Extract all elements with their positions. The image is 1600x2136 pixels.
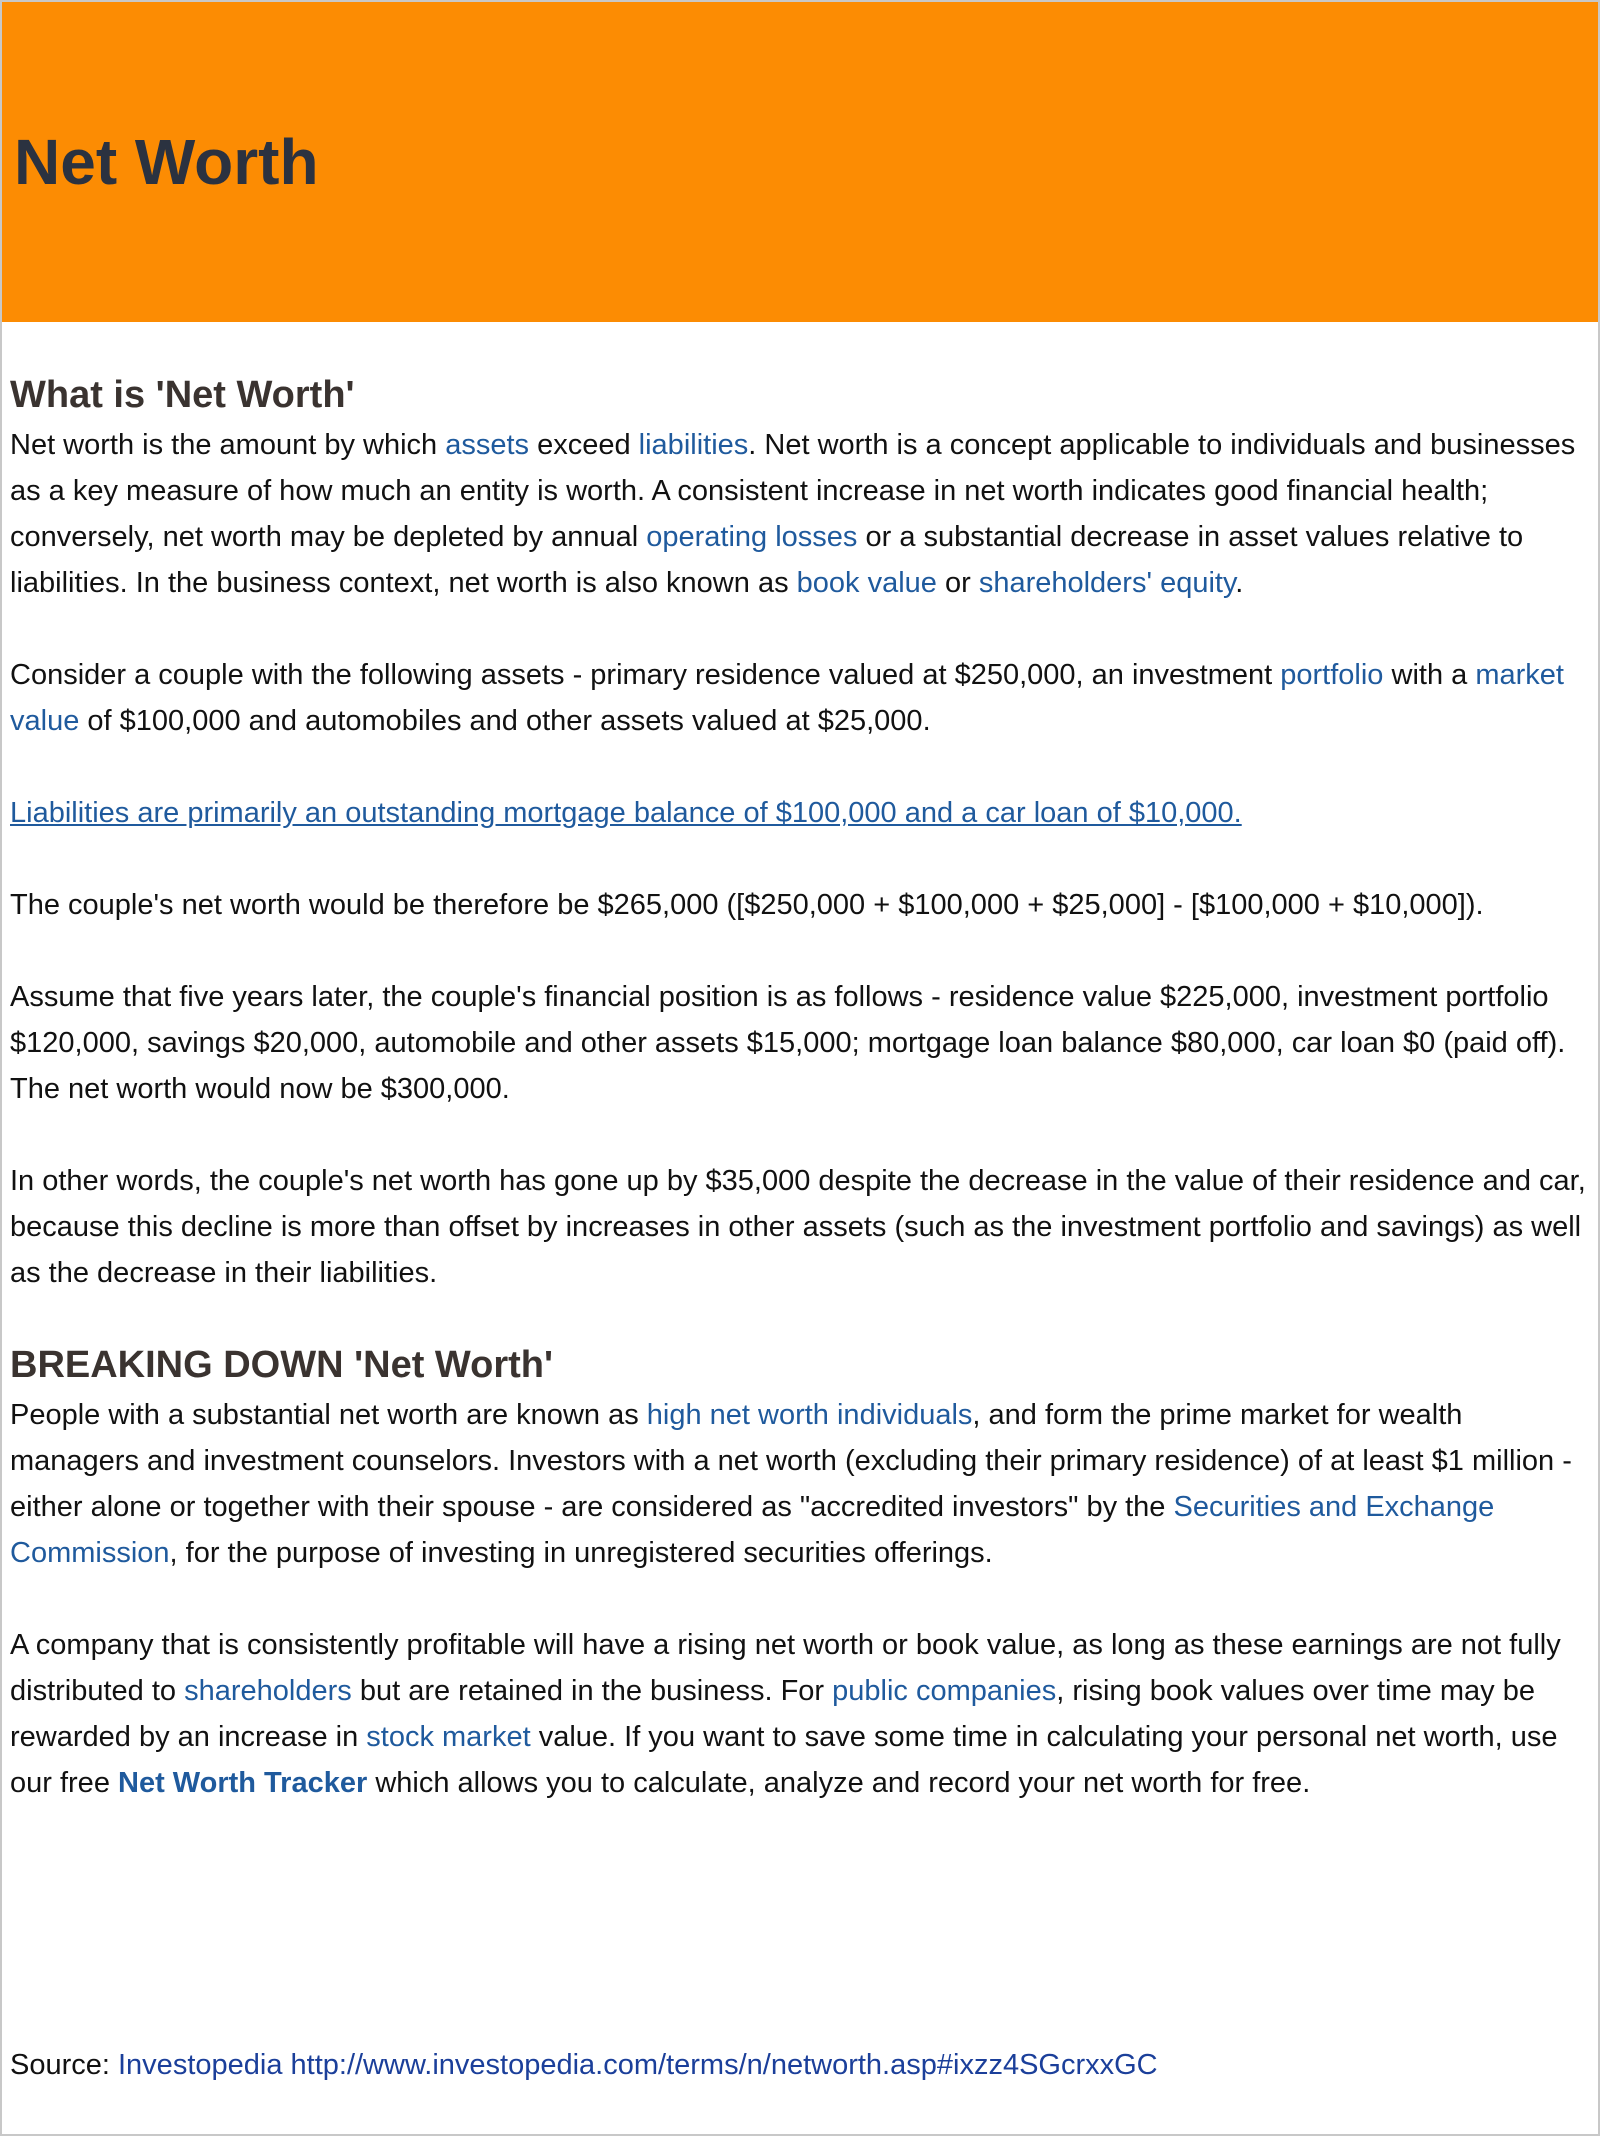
article-body — [2, 322, 1598, 1806]
text-run: , and form the prime market for wealth managers and investment counselors. Investors with a net worth (excluding their primary residence) of at least $1 million - either alone or together with their spouse - are considered as "accredited investors" by the — [10, 1399, 1572, 1523]
link-net-worth-tracker[interactable]: Net Worth Tracker — [118, 1767, 368, 1799]
page-title: Net Worth — [14, 126, 319, 198]
paragraph-company-net-worth — [10, 1622, 1590, 1806]
text-run: or a substantial decrease in asset values relative to liabilities. In the business context, net worth is also known as — [10, 521, 1524, 599]
source-label: Source: — [10, 2049, 118, 2081]
paragraph-high-net-worth — [10, 1392, 1590, 1576]
link-operating-losses[interactable]: operating losses — [646, 521, 858, 553]
section-heading-breaking-down: BREAKING DOWN 'Net Worth' — [10, 1344, 554, 1386]
link-source-investopedia[interactable]: Investopedia http://www.investopedia.com/terms/n/networth.asp#ixzz4SGcrxxGC — [118, 2049, 1158, 2081]
text-run: exceed — [529, 429, 639, 461]
paragraph-definition — [10, 422, 1590, 606]
text-run: Consider a couple with the following assets - primary residence valued at $250,000, an investment — [10, 659, 1281, 691]
text-run: of $100,000 and automobiles and other assets valued at $25,000. — [79, 705, 931, 737]
text-run: Net worth is the amount by which — [10, 429, 446, 461]
text-run: which allows you to calculate, analyze and record your net worth for free. — [367, 1767, 1311, 1799]
paragraph-five-years-later: Assume that five years later, the couple's financial position is as follows - residence value $225,000, investment portfolio $120,000, savings $20,000, automobile and other assets $15,000; mortgage loan balance $80,000, car loan $0 (paid off). The net worth would now be $300,000. — [10, 981, 1566, 1105]
text-run: with a — [1383, 659, 1476, 691]
link-assets[interactable]: assets — [445, 429, 530, 461]
source-line — [10, 2042, 1158, 2088]
link-shareholders[interactable]: shareholders — [184, 1675, 352, 1707]
link-stock-market[interactable]: stock market — [366, 1721, 531, 1753]
paragraph-example-assets — [10, 652, 1590, 744]
link-sec[interactable]: Securities and Exchange Commission — [10, 1491, 1495, 1569]
link-book-value[interactable]: book value — [796, 567, 937, 599]
title-banner — [2, 2, 1598, 322]
text-run: , for the purpose of investing in unregistered securities offerings. — [169, 1537, 993, 1569]
link-public-companies[interactable]: public companies — [832, 1675, 1057, 1707]
text-run: . Net worth is a concept applicable to individuals and businesses as a key measure of how much an entity is worth. A consistent increase in net worth indicates good financial health; conversely, net worth may be depleted by annual — [10, 429, 1576, 553]
link-portfolio[interactable]: portfolio — [1280, 659, 1384, 691]
text-run: but are retained in the business. For — [351, 1675, 833, 1707]
section-heading-what-is: What is 'Net Worth' — [10, 374, 355, 416]
text-run: , rising book values over time may be rewarded by an increase in — [10, 1675, 1535, 1753]
text-run: or — [936, 567, 979, 599]
text-run: People with a substantial net worth are known as — [10, 1399, 647, 1431]
text-run: value. If you want to save some time in calculating your personal net worth, use our free — [10, 1721, 1558, 1799]
paragraph-liabilities — [10, 790, 1590, 836]
link-high-net-worth-individuals[interactable]: high net worth individuals — [646, 1399, 973, 1431]
paragraph-net-worth-calc: The couple's net worth would be therefore be $265,000 ([$250,000 + $100,000 + $25,000] - [$100,000 + $10,000]). — [10, 889, 1484, 921]
link-market-value[interactable]: market value — [10, 659, 1564, 737]
link-liabilities-sentence[interactable]: Liabilities are primarily an outstanding mortgage balance of $100,000 and a car loan of $10,000. — [10, 797, 1242, 829]
text-run: A company that is consistently profitable will have a rising net worth or book value, as long as these earnings are not fully distributed to — [10, 1629, 1561, 1707]
text-run: . — [1235, 567, 1244, 599]
paragraph-other-words: In other words, the couple's net worth has gone up by $35,000 despite the decrease in the value of their residence and car, because this decline is more than offset by increases in other assets (such as the investment portfolio and savings) as well as the decrease in their liabilities. — [10, 1165, 1586, 1289]
link-liabilities[interactable]: liabilities — [638, 429, 749, 461]
link-shareholders-equity[interactable]: shareholders' equity — [978, 567, 1236, 599]
